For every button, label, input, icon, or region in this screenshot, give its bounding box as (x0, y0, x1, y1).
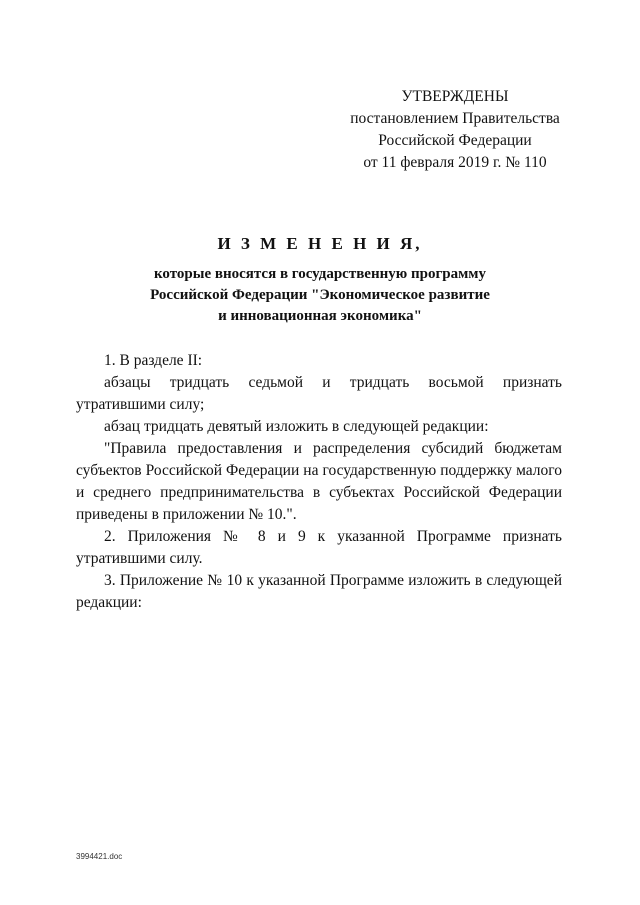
paragraph-1: 1. В разделе II: (104, 352, 203, 369)
subtitle-line-3: и инновационная экономика" (218, 308, 422, 324)
file-name-footer: 3994421.doc (76, 852, 123, 861)
paragraph-2: абзацы тридцать седьмой и тридцать восьмой признать утратившими силу; (76, 374, 562, 413)
subtitle-line-2: Российской Федерации "Экономическое развитие (150, 287, 490, 303)
paragraph-3: абзац тридцать девятый изложить в следующей редакции: (104, 418, 489, 435)
approval-block (330, 86, 580, 174)
paragraph-6: 3. Приложение № 10 к указанной Программе изложить в следующей редакции: (76, 572, 562, 611)
approval-line-country: Российской Федерации (378, 132, 532, 149)
approval-line-date-number: от 11 февраля 2019 г. № 110 (363, 154, 547, 171)
approval-line-decree: постановлением Правительства (350, 110, 560, 127)
paragraph-5: 2. Приложения № 8 и 9 к указанной Программе признать утратившими силу. (76, 528, 562, 567)
document-body (76, 350, 562, 614)
title-block (60, 232, 580, 327)
approval-heading: УТВЕРЖДЕНЫ (401, 88, 509, 105)
document-title: И З М Е Н Е Н И Я, (217, 234, 423, 253)
paragraph-4: "Правила предоставления и распределения субсидий бюджетам субъектов Российской Федерации на государственную поддержку малого и среднего предпринимательства в субъектах Российской Федерации приведены в приложении № 10.". (76, 440, 562, 523)
subtitle-line-1: которые вносятся в государственную программу (153, 266, 487, 282)
